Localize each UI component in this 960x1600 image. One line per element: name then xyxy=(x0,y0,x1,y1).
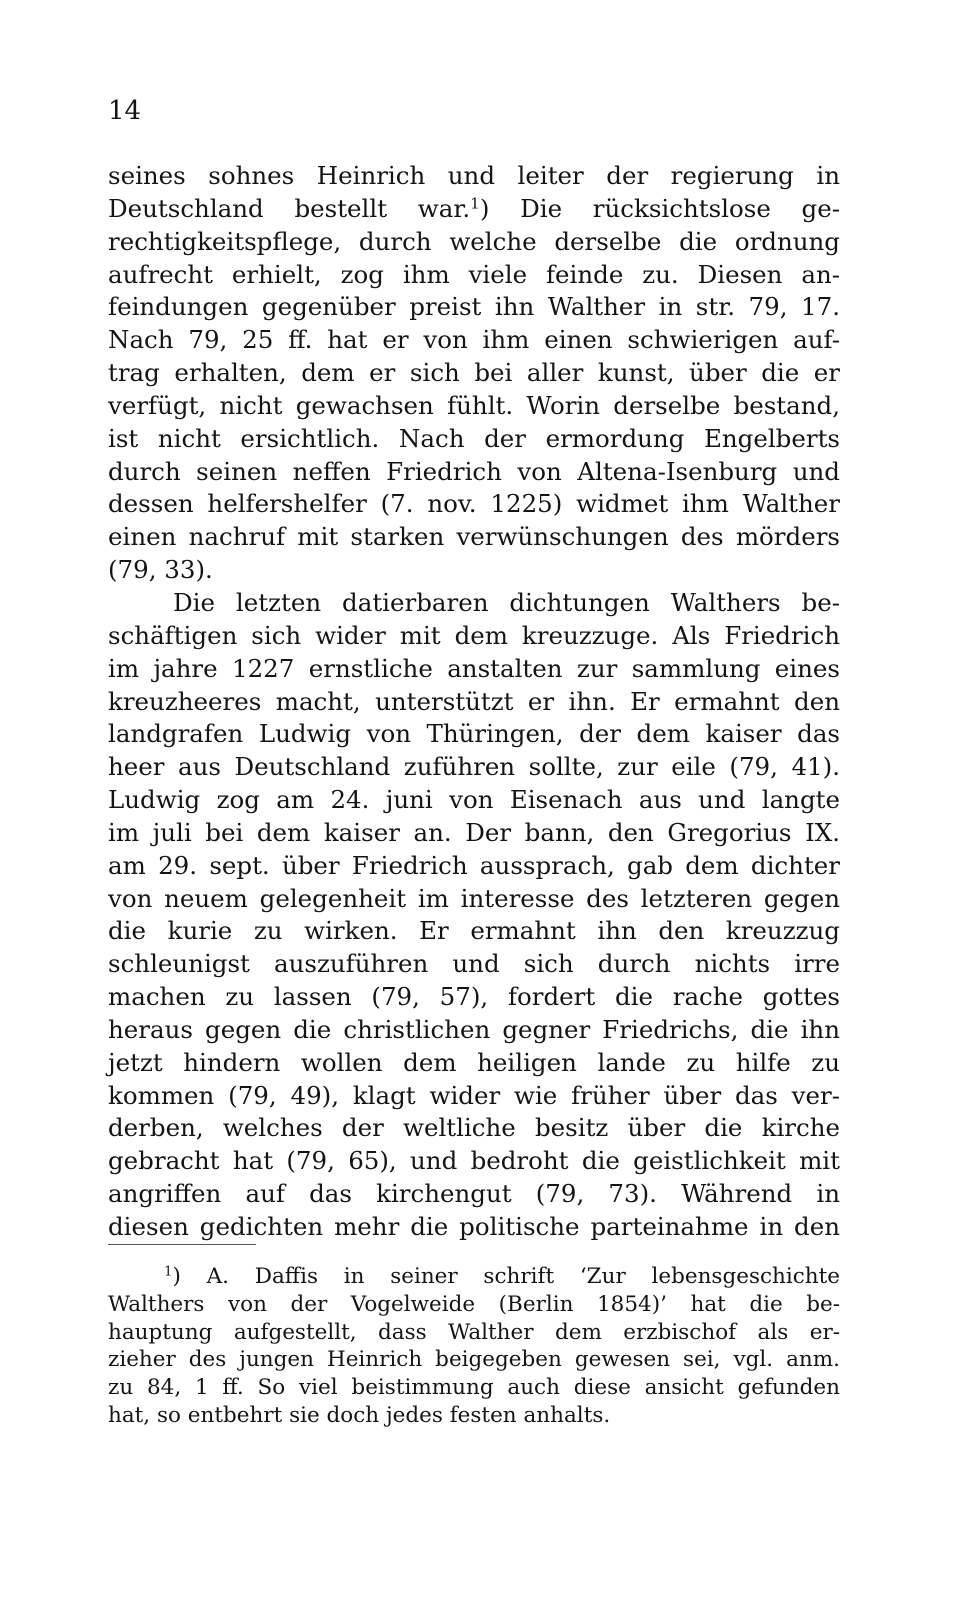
text-line: heer aus Deutschland zuführen sollte, zur eile (79, 41). xyxy=(108,752,840,782)
text-line: angriffen auf das kirchengut (79, 73). Während in xyxy=(108,1179,840,1209)
text-line: gebracht hat (79, 65), und bedroht die geistlichkeit mit xyxy=(108,1146,840,1176)
text-line: feindungen gegenüber preist ihn Walther in str. 79, 17. xyxy=(108,292,840,322)
text-line: rechtigkeitspflege, durch welche derselbe die ordnung xyxy=(108,226,840,256)
text-line: am 29. sept. über Friedrich aussprach, gab dem dichter xyxy=(108,850,840,880)
text-line: trag erhalten, dem er sich bei aller kunst, über die er xyxy=(108,358,840,388)
text-line: die kurie zu wirken. Er ermahnt ihn den kreuzzug xyxy=(108,916,840,946)
text-line: Nach 79, 25 ff. hat er von ihm einen schwierigen auf- xyxy=(108,325,840,355)
footnote-line: hauptung aufgestellt, dass Walther dem erzbischof als er- xyxy=(108,1319,840,1345)
footnote-line: hat, so entbehrt sie doch jedes festen anhalts. xyxy=(108,1402,611,1428)
footnote-line: Walthers von der Vogelweide (Berlin 1854)’ hat die be- xyxy=(108,1291,840,1317)
footnote-line: zieher des jungen Heinrich beigegeben gewesen sei, vgl. anm. xyxy=(108,1347,840,1373)
text-line: im juli bei dem kaiser an. Der bann, den Gregorius IX. xyxy=(108,817,840,847)
text-line: schäftigen sich wider mit dem kreuzzuge. Als Friedrich xyxy=(108,620,840,650)
footnote-line: zu 84, 1 ff. So viel beistimmung auch diese ansicht gefunden xyxy=(108,1375,840,1401)
text-line: seines sohnes Heinrich und leiter der regierung in xyxy=(108,161,840,190)
footnote-line: $^1$) A. Daffis in seiner schrift ‘Zur lebensgeschichte xyxy=(164,1264,840,1289)
text-line: heraus gegen die christlichen gegner Friedrichs, die ihn xyxy=(108,1014,840,1044)
text-line: kommen (79, 49), klagt wider wie früher über das ver- xyxy=(108,1080,840,1110)
text-line: im jahre 1227 ernstliche anstalten zur sammlung eines xyxy=(108,653,840,683)
text-line: aufrecht erhielt, zog ihm viele feinde zu. Diesen an- xyxy=(108,259,840,289)
text-line: machen zu lassen (79, 57), fordert die rache gottes xyxy=(108,982,840,1012)
text-line: jetzt hindern wollen dem heiligen lande zu hilfe zu xyxy=(108,1047,840,1077)
footnote-marker: 1 xyxy=(164,1264,173,1280)
text-line: diesen gedichten mehr die politische parteinahme in den xyxy=(108,1212,840,1241)
text-line: einen nachruf mit starken verwünschungen des mörders xyxy=(108,522,840,552)
text-line: Deutschland bestellt war.$^1$) Die rücksichtslose ge- xyxy=(108,193,841,223)
page-number: 14 xyxy=(108,96,142,126)
text-line: Die letzten datierbaren dichtungen Walthers be- xyxy=(173,587,840,617)
text-line: landgrafen Ludwig von Thüringen, der dem kaiser das xyxy=(108,719,840,749)
text-line: Ludwig zog am 24. juni von Eisenach aus und langte xyxy=(108,785,840,815)
text-line: kreuzheeres macht, unterstützt er ihn. Er ermahnt den xyxy=(108,686,840,716)
footnote xyxy=(108,1263,840,1430)
text-line: dessen helfershelfer (7. nov. 1225) widmet ihm Walther xyxy=(108,489,840,519)
text-line: durch seinen neffen Friedrich von Altena-Isenburg und xyxy=(108,456,840,486)
text-line: ist nicht ersichtlich. Nach der ermordung Engelberts xyxy=(108,423,840,453)
footnote-divider xyxy=(108,1244,256,1245)
main-text xyxy=(108,160,840,1244)
text-line: (79, 33). xyxy=(108,555,213,585)
text-line: derben, welches der weltliche besitz über die kirche xyxy=(108,1113,840,1143)
text-line: von neuem gelegenheit im interesse des letzteren gegen xyxy=(108,883,840,913)
text-line: schleunigst auszuführen und sich durch nichts irre xyxy=(108,949,840,979)
footnote-marker: 1 xyxy=(470,194,480,213)
text-line: verfügt, nicht gewachsen fühlt. Worin derselbe bestand, xyxy=(108,390,840,420)
